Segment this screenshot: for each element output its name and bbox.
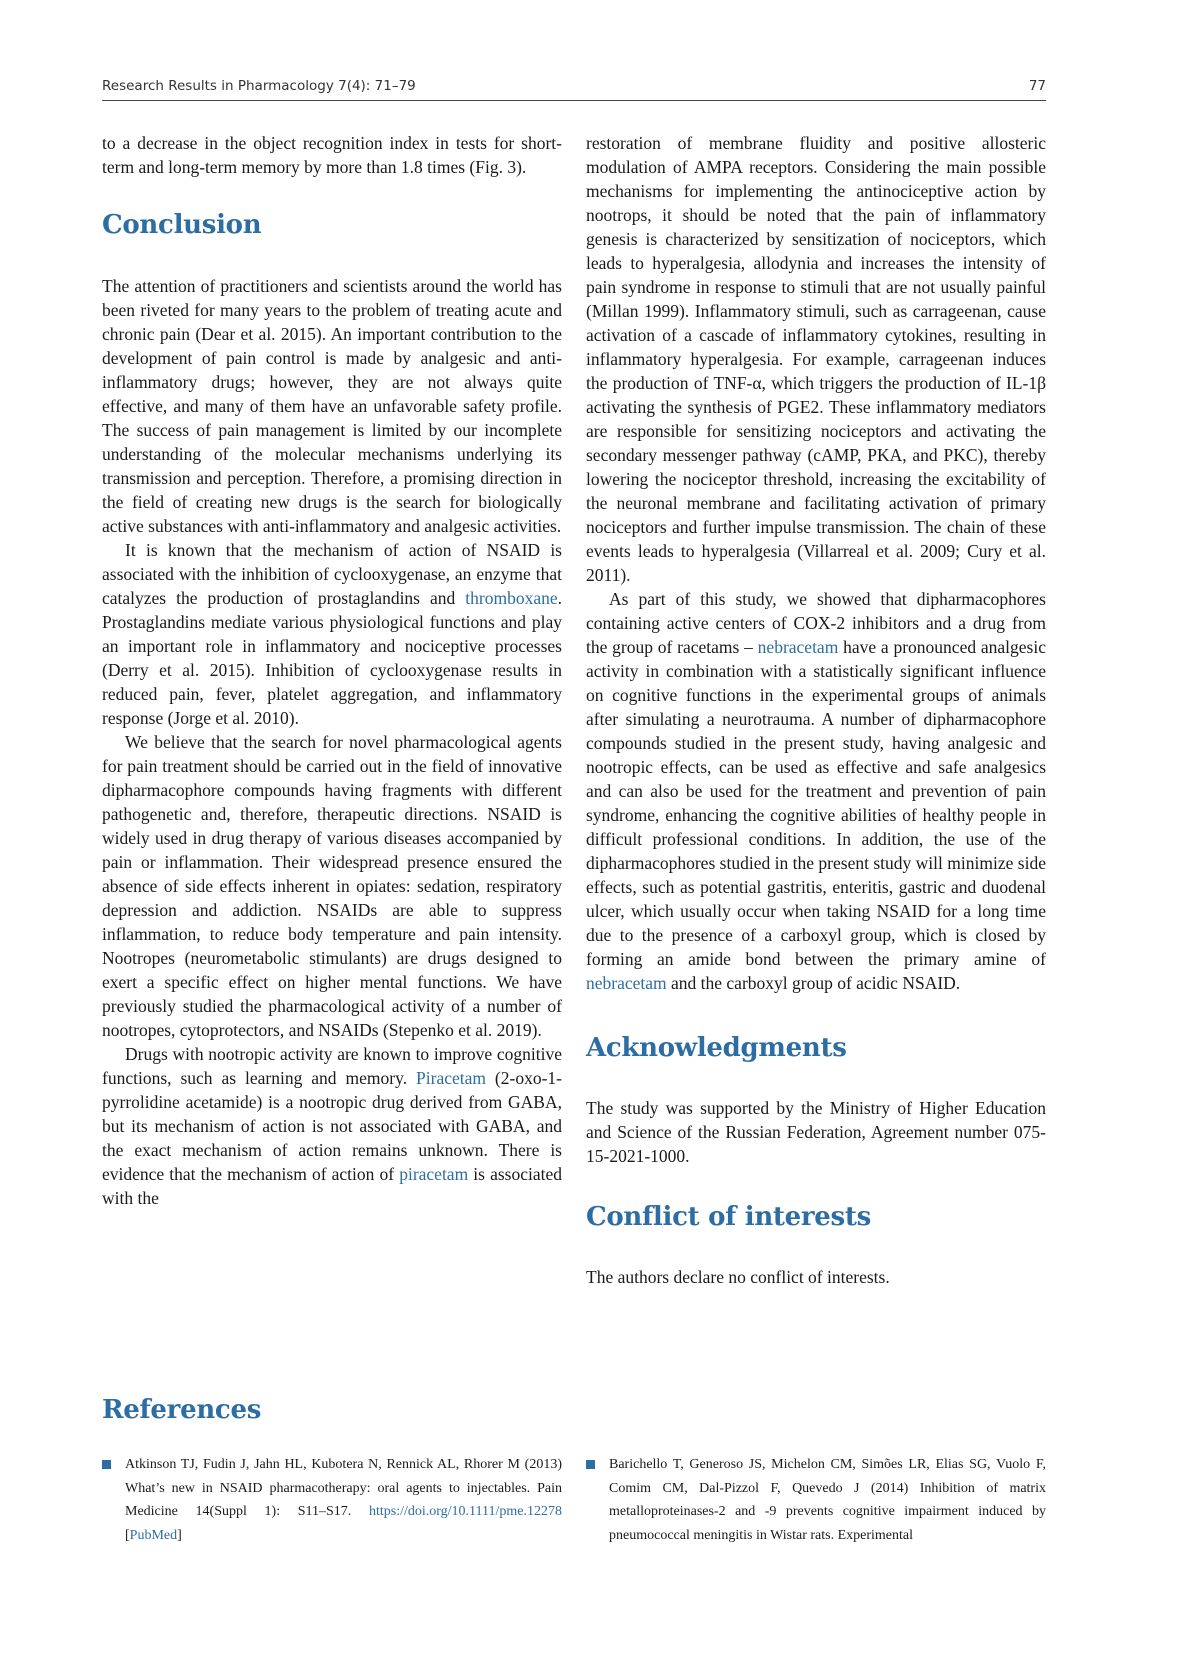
paragraph-continuation: to a decrease in the object recognition index in tests for short-term and long-term memory by more than 1.8 times (Fig. 3). [102, 133, 562, 177]
section-heading-conflict-of-interests: Conflict of interests [586, 1202, 871, 1232]
paragraph-nootropic-drugs: Drugs with nootropic activity are known to improve cognitive functions, such as learning and memory. Piracetam (2-oxo-1-pyrrolidine acetamide) is a nootropic drug derived from GABA, but its mechanism of action is not associated with GABA, and the exact mechanism of action remains unknown. There is evidence that the mechanism of action of piracetam is associated with the [102, 1044, 562, 1208]
header-rule [102, 100, 1046, 101]
paragraph-study-results: As part of this study, we showed that dipharmacophores containing active centers of COX-2 inhibitors and a drug from the group of racetams – nebracetam have a pronounced analgesic activity in combination with a statistically significant influence on cognitive functions in the experimental groups of animals after simulating a neurotrauma. A number of dipharmacophore compounds studied in the present study, having analgesic and nootropic effects, can be used as effective and safe analgesics and can also be used for the treatment and prevention of pain syndrome, enhancing the cognitive abilities of healthy people in difficult professional conditions. In addition, the use of the dipharmacophores studied in the present study will minimize side effects, such as potential gastritis, enteritis, gastric and duodenal ulcer, which usually occur when taking NSAID for a long time due to the presence of a carboxyl group, which is closed by forming an amide bond between the primary amine of nebracetam and the carboxyl group of acidic NSAID. [586, 589, 1046, 993]
running-header [102, 76, 1046, 102]
link-piracetam-2[interactable]: piracetam [399, 1164, 469, 1184]
link-doi[interactable]: https://doi.org/10.1111/pme.12278 [368, 1504, 562, 1519]
left-column [102, 131, 562, 1210]
section-heading-references: References [102, 1395, 262, 1425]
link-pubmed[interactable]: PubMed [129, 1527, 178, 1543]
square-bullet-icon [102, 1460, 111, 1469]
reference-text: Barichello T, Generoso JS, Michelon CM, Simões LR, Elias SG, Vuolo F, Comim CM, Dal-Pizzol F, Quevedo J (2014) Inhibition of matrix metalloproteinases-2 and -9 prevents cognitive impairment induced by pneumococcal meningitis in Wistar rats. Experimental [609, 1457, 1046, 1543]
paragraph-membrane-fluidity: restoration of membrane fluidity and positive allosteric modulation of AMPA receptors. Considering the main possible mechanisms for implementing the antinociceptive action by nootrops, it should be noted that the pain of inflammatory genesis is characterized by sensitization of nociceptors, which leads to hyperalgesia, allodynia and increases the intensity of pain syndrome in response to stimuli that are not usually painful (Millan 1999). Inflammatory stimuli, such as carrageenan, cause activation of a cascade of inflammatory cytokines, resulting in inflammatory hyperalgesia. For example, carrageenan induces the production of TNF-α, which triggers the production of IL-1β activating the synthesis of PGE2. These inflammatory mediators are responsible for sensitizing nociceptors and activating the secondary messenger pathway (cAMP, PKA, and PKC), thereby lowering the nociceptor threshold, increasing the excitability of the neuronal membrane and facilitating activation of primary nociceptors and further impulse transmission. The chain of these events leads to hyperalgesia (Villarreal et al. 2009; Cury et al. 2011). [586, 133, 1046, 585]
journal-citation: Research Results in Pharmacology 7(4): 71–79 [102, 78, 416, 94]
paragraph-novel-agents: We believe that the search for novel pharmacological agents for pain treatment should be carried out in the field of innovative dipharmacophore compounds having fragments with different pathogenetic and, therefore, therapeutic directions. NSAID is widely used in drug therapy of various diseases accompanied by pain or inflammation. Their widespread presence ensured the absence of side effects inherent in opiates: sedation, respiratory depression and addiction. NSAIDs are able to suppress inflammation, to reduce body temperature and pain intensity. Nootropes (neurometabolic stimulants) are drugs designed to exert a specific effect on higher mental functions. We have previously studied the pharmacological activity of a number of nootropes, cytoprotectors, and NSAIDs (Stepenko et al. 2019). [102, 732, 562, 1040]
section-heading-acknowledgments: Acknowledgments [586, 1033, 847, 1063]
page-number: 77 [1028, 78, 1046, 94]
paragraph-acknowledgments: The study was supported by the Ministry of Higher Education and Science of the Russian Federation, Agreement number 075-15-2021-1000. [586, 1098, 1046, 1166]
link-nebracetam[interactable]: nebracetam [757, 637, 839, 657]
section-heading-conclusion: Conclusion [102, 210, 262, 240]
right-column [586, 131, 1046, 1289]
paragraph-pain-treatment: The attention of practitioners and scientists around the world has been riveted for many years to the problem of treating acute and chronic pain (Dear et al. 2015). An important contribution to the development of pain control is made by analgesic and anti-inflammatory drugs; however, they are not always quite effective, and many of them have an unfavorable safety profile. The success of pain management is limited by our incomplete understanding of the molecular mechanisms underlying its transmission and perception. Therefore, a promising direction in the field of creating new drugs is the search for biologically active substances with anti-inflammatory and analgesic activities. [102, 276, 562, 536]
reference-item [586, 1453, 1046, 1547]
link-nebracetam-2[interactable]: nebracetam [586, 973, 667, 993]
link-thromboxane[interactable]: thromboxane [465, 588, 558, 608]
paragraph-nsaid-mechanism: It is known that the mechanism of action of NSAID is associated with the inhibition of cyclooxygenase, an enzyme that catalyzes the production of prostaglandins and thromboxane. Prostaglandins mediate various physiological functions and play an important role in inflammatory and nociceptive processes (Derry et al. 2015). Inhibition of cyclooxygenase results in reduced pain, fever, platelet aggregation, and inflammatory response (Jorge et al. 2010). [102, 540, 562, 728]
reference-item [102, 1453, 562, 1547]
reference-text: Atkinson TJ, Fudin J, Jahn HL, Kubotera N, Rennick AL, Rhorer M (2013) What’s new in NSAID pharmacotherapy: oral agents to injectables. Pain Medicine 14(Suppl 1): S11–S17. https://doi.org/10.1111/pme.12278 [PubMed] [125, 1457, 562, 1543]
link-piracetam[interactable]: Piracetam [416, 1068, 486, 1088]
paragraph-conflict-of-interests: The authors declare no conflict of interests. [586, 1267, 890, 1287]
square-bullet-icon [586, 1460, 595, 1469]
